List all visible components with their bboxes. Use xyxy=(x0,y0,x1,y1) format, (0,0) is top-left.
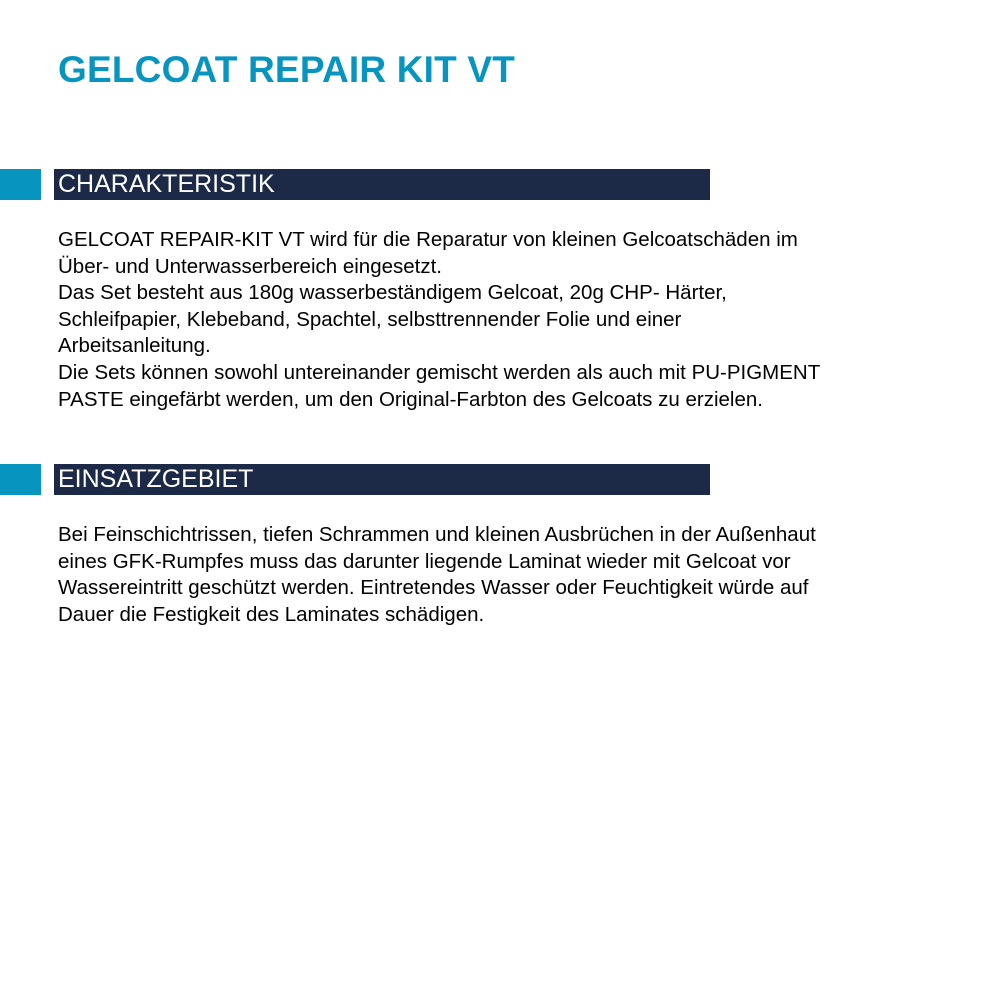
section-body-einsatzgebiet xyxy=(58,522,948,628)
section-body-charakteristik xyxy=(58,227,948,413)
body-line: Arbeitsanleitung. xyxy=(58,334,211,358)
section-heading-einsatzgebiet: EINSATZGEBIET xyxy=(54,464,710,495)
body-line: Dauer die Festigkeit des Laminates schädigen. xyxy=(58,602,485,626)
body-line: Die Sets können sowohl untereinander gemischt werden als auch mit PU-PIGMENT xyxy=(58,360,821,384)
page-title: GELCOAT REPAIR KIT VT xyxy=(58,49,516,90)
body-line: GELCOAT REPAIR-KIT VT wird für die Reparatur von kleinen Gelcoatschäden im xyxy=(58,228,798,251)
section-accent-charakteristik xyxy=(0,169,41,200)
section-heading-charakteristik: CHARAKTERISTIK xyxy=(54,169,710,200)
body-line: PASTE eingefärbt werden, um den Original-Farbton des Gelcoats zu erzielen. xyxy=(58,387,763,411)
body-line: Schleifpapier, Klebeband, Spachtel, selbsttrennender Folie und einer xyxy=(58,307,682,331)
body-line: Bei Feinschichtrissen, tiefen Schrammen und kleinen Ausbrüchen in der Außenhaut xyxy=(58,523,816,546)
body-line: Über- und Unterwasserbereich eingesetzt. xyxy=(58,254,442,278)
body-line: Das Set besteht aus 180g wasserbeständigem Gelcoat, 20g CHP- Härter, xyxy=(58,281,727,305)
section-accent-einsatzgebiet xyxy=(0,464,41,495)
body-line: eines GFK-Rumpfes muss das darunter liegende Laminat wieder mit Gelcoat vor xyxy=(58,549,791,573)
body-line: Wassereintritt geschützt werden. Eintretendes Wasser oder Feuchtigkeit würde auf xyxy=(58,576,809,600)
